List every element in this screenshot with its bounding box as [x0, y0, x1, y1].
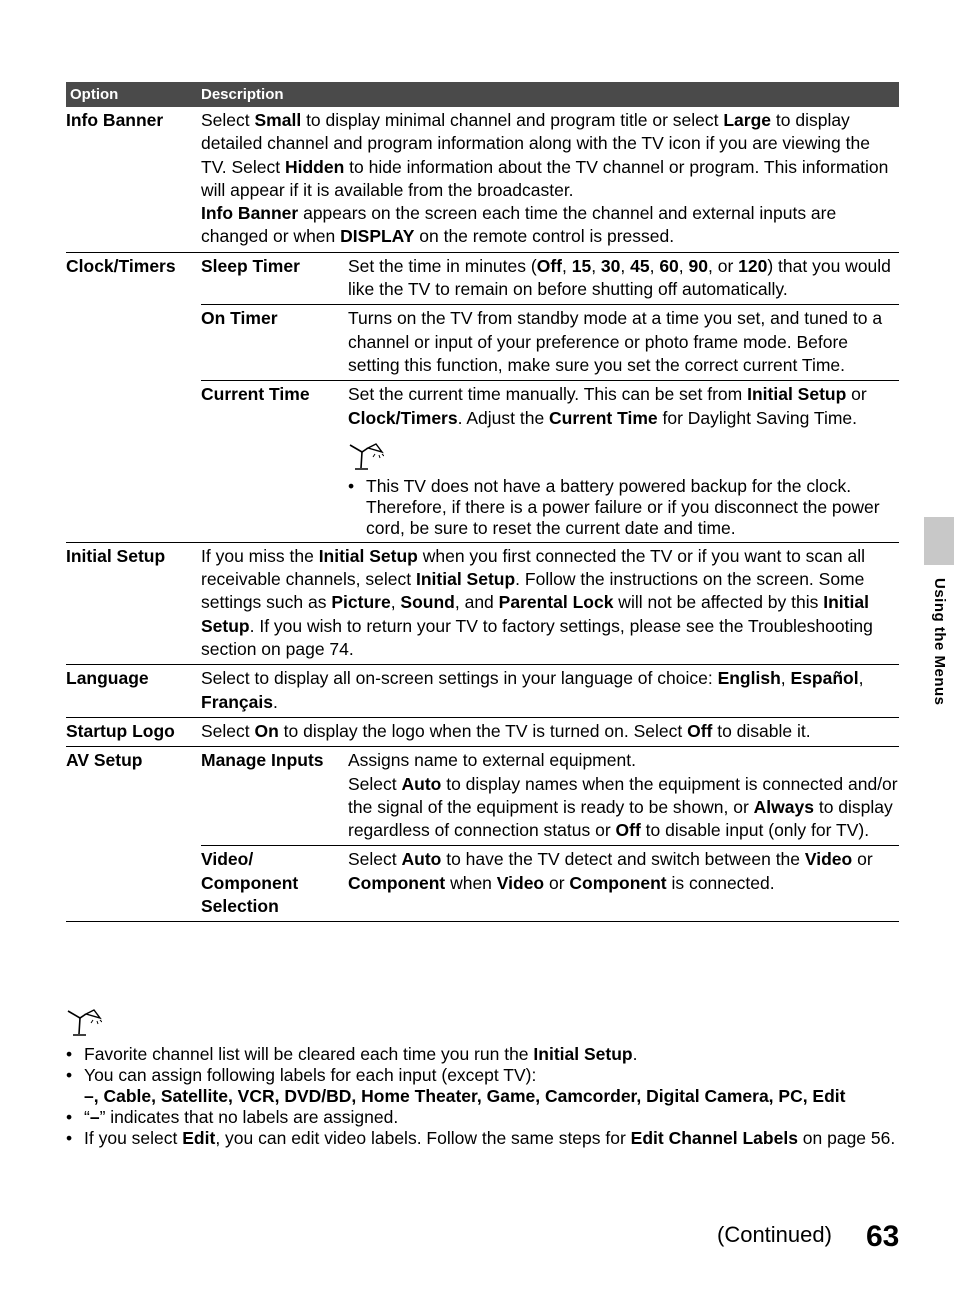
section-tab [924, 517, 954, 565]
sub-option-description: Set the time in minutes (Off, 15, 30, 45, 60, 90, or 120) that you would like the TV to remain on before shutting off automatically. [348, 255, 891, 300]
sub-option-description: Select Auto to have the TV detect and switch between the Video or Component when Video or Component is connected. [348, 849, 873, 893]
notes-section [66, 1008, 899, 1149]
option-description: Select to display all on-screen settings in your language of choice: English, Español, Français. [201, 668, 864, 712]
bullet: • [66, 1128, 73, 1148]
sub-option-description [348, 383, 899, 539]
row-startup-logo [66, 718, 899, 747]
note-item [66, 1044, 899, 1065]
note-item [348, 476, 899, 539]
sub-option-label: On Timer [201, 308, 278, 329]
option-description: If you miss the Initial Setup when you first connected the TV or if you want to scan all receivable channels, select Initial Setup. Follow the instructions on the screen. Some settings such as Picture, Sound, and Parental Lock will not be affected by this Initial Setup. If you wish to return your TV to factory settings, please see the Troubleshooting section on page 74. [201, 545, 873, 660]
continued-label: (Continued) [717, 1222, 832, 1247]
sub-option-label: Manage Inputs [201, 750, 324, 771]
sub-row-sleep-timer [201, 253, 899, 306]
option-label: Startup Logo [66, 720, 175, 741]
sub-options [201, 253, 899, 542]
notes-list [66, 1044, 899, 1149]
sub-options [201, 747, 899, 921]
note-text: “–” indicates that no labels are assigned. [84, 1107, 399, 1127]
option-description: Select Small to display minimal channel and program title or select Large to display detailed channel and program information along with the TV icon if you are viewing the TV. Select Hidden to hide information about the TV channel or program. This information will appear if it is available from the broadcaster. Info Banner appears on the screen each time the channel and external inputs are changed or when DISPLAY on the remote control is pressed. [201, 110, 889, 247]
row-initial-setup [66, 543, 899, 665]
sub-row-manage-inputs [201, 747, 899, 846]
page-number: 63 [866, 1220, 900, 1253]
sub-option-description: Assigns name to external equipment. Select Auto to display names when the equipment is connected and/or the signal of the equipment is ready to be shown, or Always to display regardless of connection status or Off to disable input (only for TV). [348, 750, 898, 841]
option-label: Info Banner [66, 110, 164, 130]
option-label: Initial Setup [66, 545, 166, 566]
current-time-text: Set the current time manually. This can be set from Initial Setup or Clock/Timers. Adjust the Current Time for Daylight Saving Time. [348, 384, 867, 428]
header-option: Option [70, 86, 119, 103]
table-header [66, 82, 899, 107]
note-text: Favorite channel list will be cleared each time you run the Initial Setup. [84, 1044, 638, 1064]
options-table [66, 82, 899, 922]
sub-row-on-timer [201, 305, 899, 381]
note-lamp-icon [66, 1008, 102, 1038]
bullet: • [66, 1044, 73, 1064]
note-item [66, 1128, 899, 1149]
note-item [66, 1065, 899, 1107]
bullet: • [348, 475, 355, 496]
note-text: This TV does not have a battery powered backup for the clock. Therefore, if there is a power failure or if you disconnect the power cord, be sure to reset the current date and time. [366, 475, 880, 538]
sub-option-label: Current Time [201, 384, 310, 405]
row-av-setup [66, 747, 899, 922]
sub-option-label: Video/ Component Selection [201, 849, 299, 917]
note-item [66, 1107, 899, 1128]
note-text: If you select Edit, you can edit video labels. Follow the same steps for Edit Channel Labels on page 56. [84, 1128, 896, 1148]
bullet: • [66, 1107, 73, 1127]
section-label: Using the Menus [931, 578, 948, 706]
row-info-banner [66, 107, 899, 253]
bullet: • [66, 1065, 73, 1085]
note-lamp-icon [348, 442, 384, 472]
sub-option-description: Turns on the TV from standby mode at a time you set, and tuned to a channel or input of your preference or photo frame mode. Before setting this function, make sure you set the correct current Time. [348, 308, 883, 375]
note-text: You can assign following labels for each input (except TV): –, Cable, Satellite, VCR, DVD/BD, Home Theater, Game, Camcorder, Digital Camera, PC, Edit [84, 1065, 846, 1106]
sub-option-label: Sleep Timer [201, 255, 300, 276]
option-label: Clock/Timers [66, 255, 176, 276]
sub-row-current-time [201, 381, 899, 542]
row-language [66, 665, 899, 718]
row-clock-timers [66, 253, 899, 543]
sub-row-video-component [201, 846, 899, 921]
option-label: AV Setup [66, 750, 143, 771]
option-description: Select On to display the logo when the TV is turned on. Select Off to disable it. [201, 720, 811, 741]
header-description: Description [201, 86, 284, 103]
option-label: Language [66, 668, 149, 689]
